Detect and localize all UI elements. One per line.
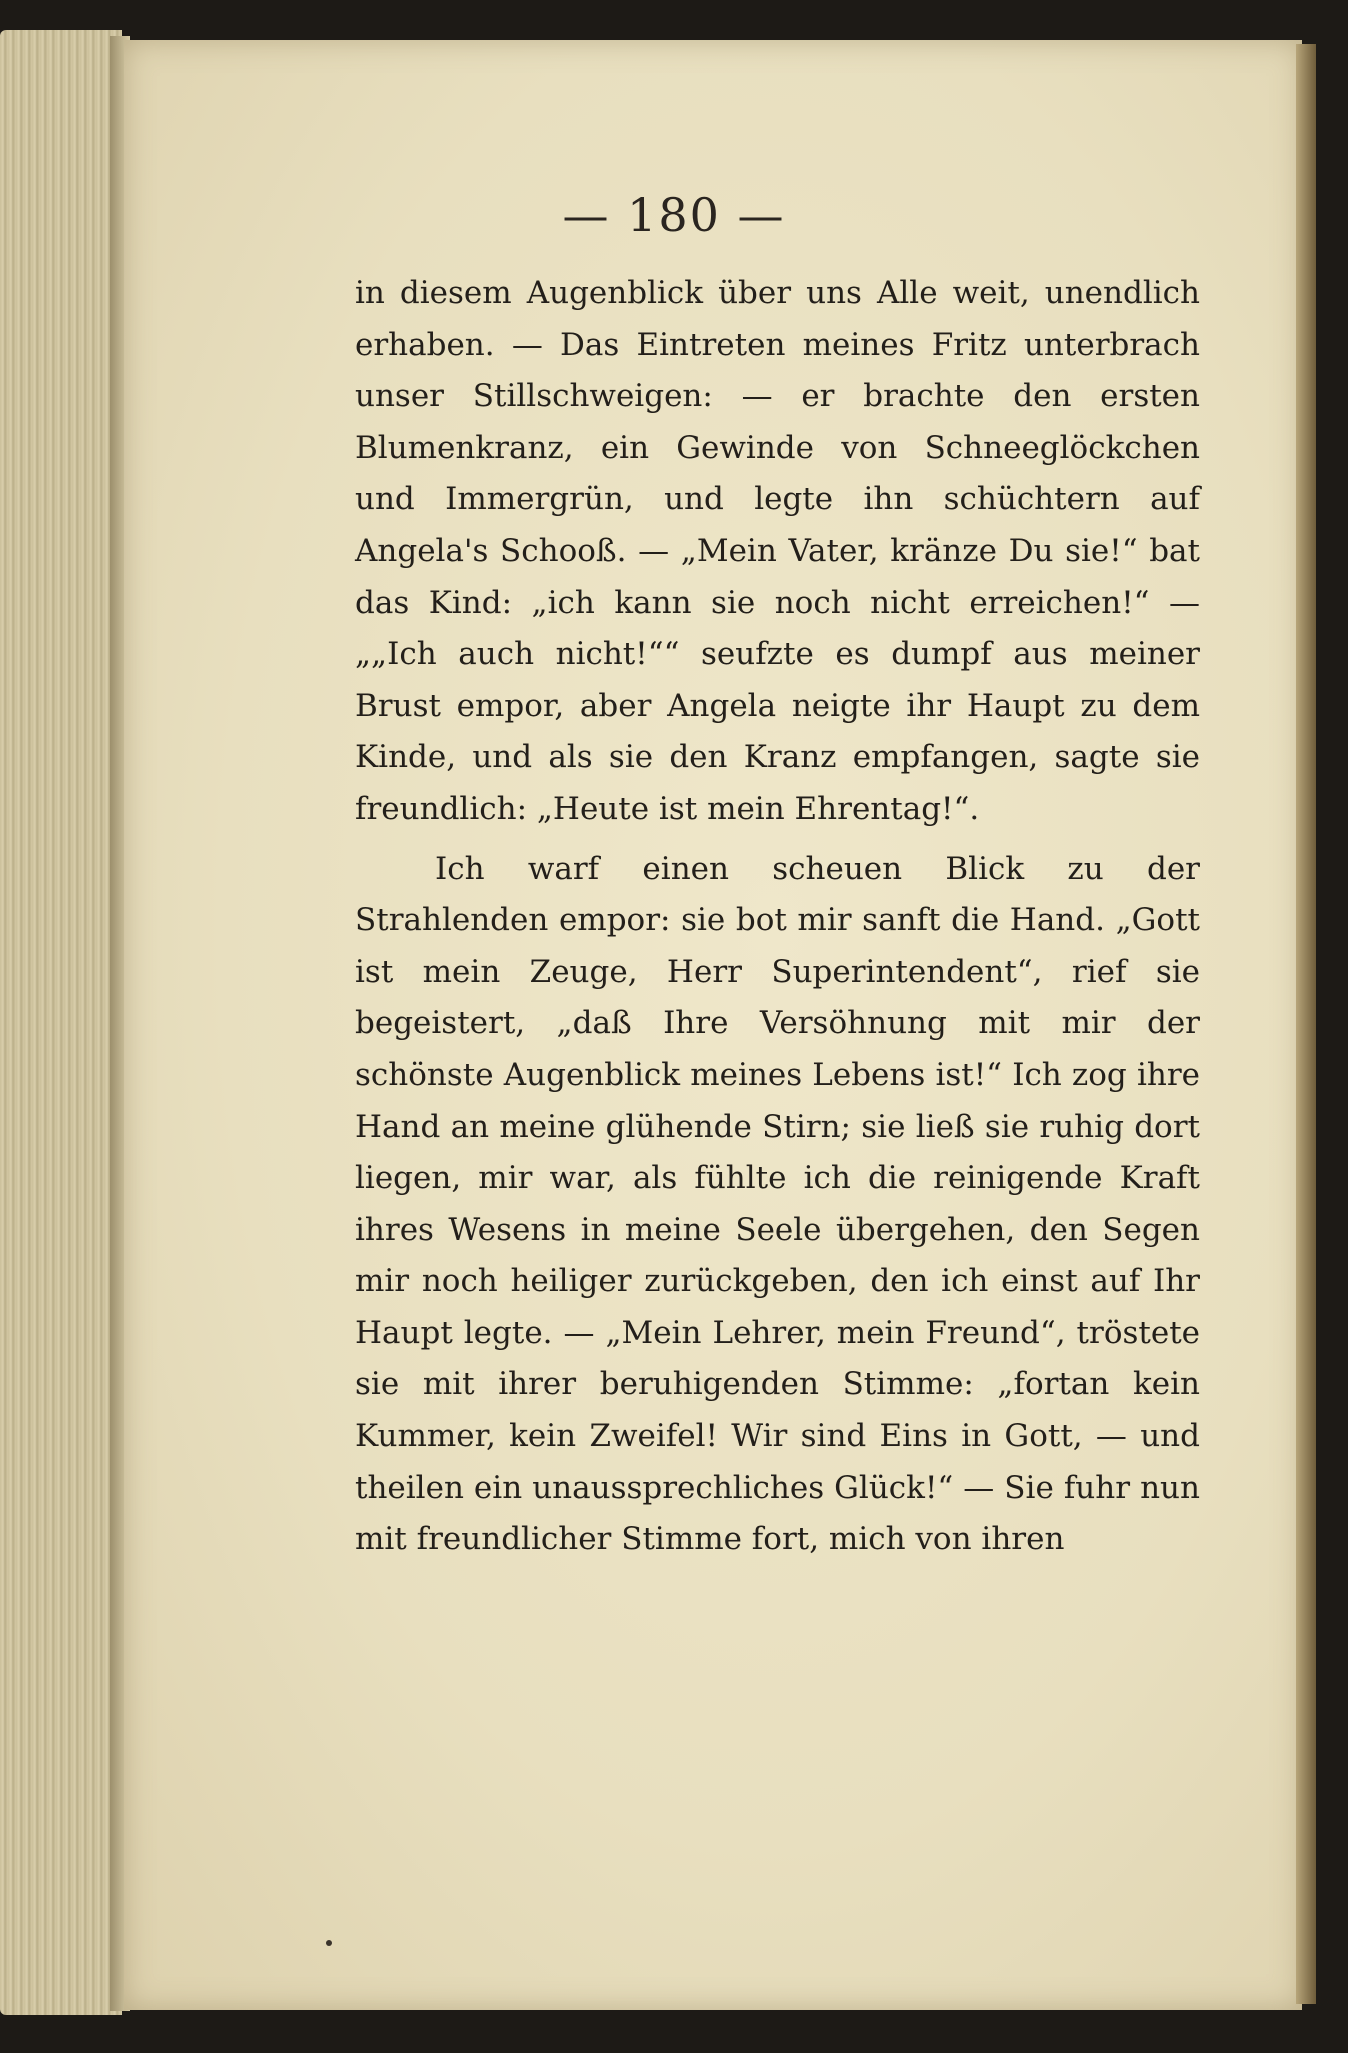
paragraph: in diesem Augenblick über uns Alle weit, unendlich erhaben. — Das Eintreten meines Fritz unterbrach unser Stillschweigen: — er brachte den ersten Blumenkranz, ein Gewinde von Schneeglöckchen und Immergrün, und legte ihn schüchtern auf Angela's Schooß. — „Mein Vater, kränze Du sie!“ bat das Kind: „ich kann sie noch nicht erreichen!“ — „„Ich auch nicht!““ seufzte es dumpf aus meiner Brust empor, aber Angela neigte ihr Haupt zu dem Kinde, und als sie den Kranz empfangen, sagte sie freundlich: „Heute ist mein Ehrentag!“. — [355, 275, 1200, 827]
body-text — [355, 268, 1200, 1566]
ink-speck — [326, 1940, 332, 1946]
page-block-edge — [0, 30, 122, 2015]
page-number: — 180 — — [562, 188, 786, 242]
paragraph: Ich warf einen scheuen Blick zu der Strahlenden empor: sie bot mir sanft die Hand. „Gott ist mein Zeuge, Herr Superintendent“, rief sie begeistert, „daß Ihre Versöhnung mit mir der schönste Augenblick meines Lebens ist!“ Ich zog ihre Hand an meine glühende Stirn; sie ließ sie ruhig dort liegen, mir war, als fühlte ich die reinigende Kraft ihres Wesens in meine Seele übergehen, den Segen mir noch heiliger zurückgeben, den ich einst auf Ihr Haupt legte. — „Mein Lehrer, mein Freund“, tröstete sie mit ihrer beruhigenden Stimme: „fortan kein Kummer, kein Zweifel! Wir sind Eins in Gott, — und theilen ein unaussprechliches Glück!“ — Sie fuhr nun mit freundlicher Stimme fort, mich von ihren — [355, 850, 1200, 1558]
right-page-edge — [1296, 44, 1316, 2004]
